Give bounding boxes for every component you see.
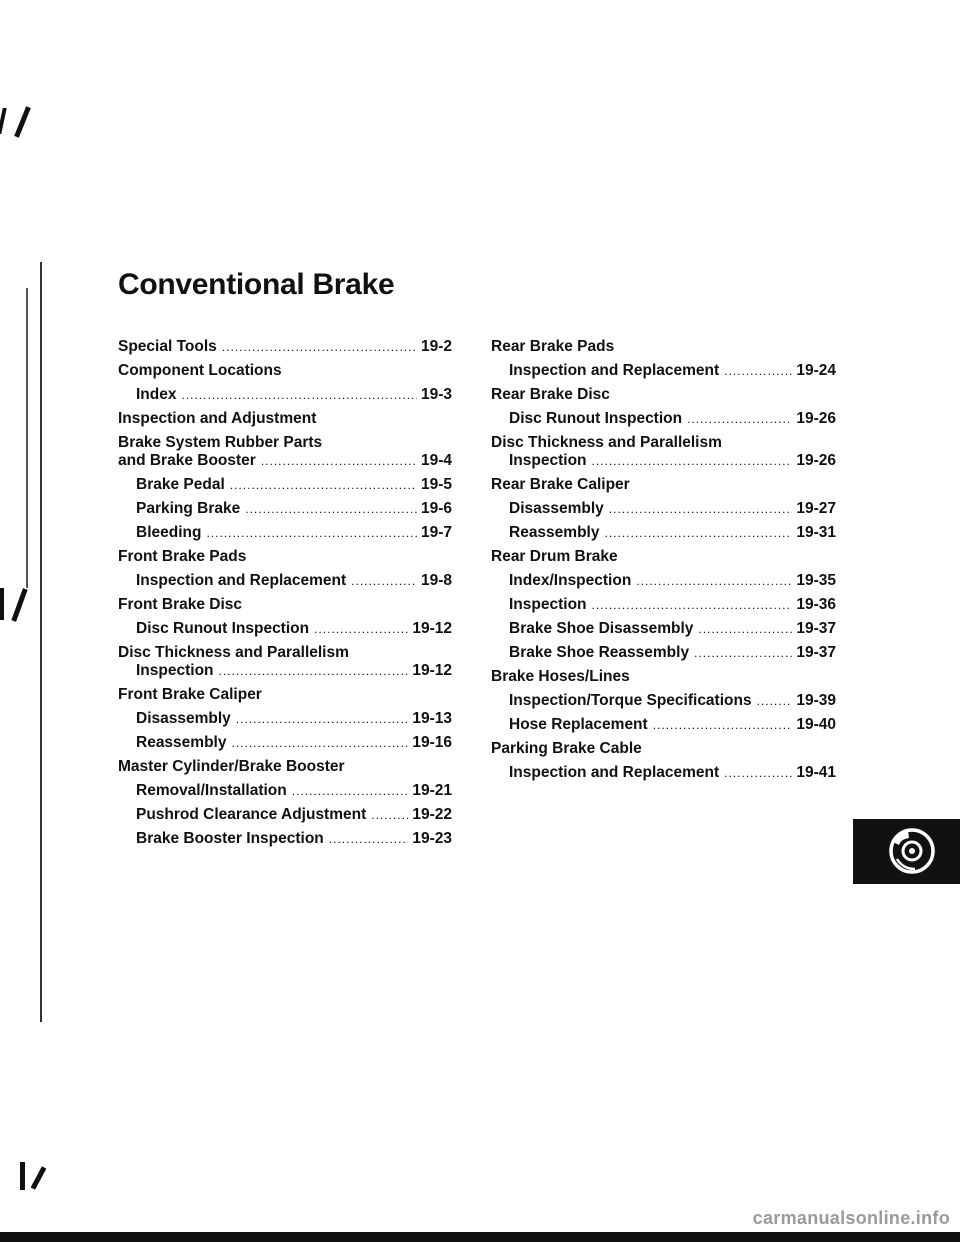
leader-dots xyxy=(653,718,793,732)
toc-heading: Disc Thickness and Parallelism xyxy=(118,644,349,661)
page-title: Conventional Brake xyxy=(118,268,395,301)
toc-page-number: 19-5 xyxy=(420,476,452,493)
leader-dots xyxy=(687,412,792,426)
toc-entry[interactable] xyxy=(136,710,452,728)
toc-heading: Front Brake Pads xyxy=(118,548,247,565)
toc-page-number: 19-41 xyxy=(796,764,836,781)
toc-entry[interactable] xyxy=(136,662,452,680)
toc-entry-label: Hose Replacement xyxy=(509,716,648,733)
toc-entry-label: Disc Runout Inspection xyxy=(136,620,310,637)
toc-entry[interactable] xyxy=(136,806,452,824)
leader-dots xyxy=(636,574,792,588)
toc-entry[interactable] xyxy=(509,524,836,542)
toc-entry[interactable] xyxy=(509,410,836,428)
toc-entry-label: Inspection xyxy=(509,452,587,469)
toc-heading: Brake Hoses/Lines xyxy=(491,668,630,685)
margin-mark-top-slash xyxy=(14,106,31,138)
toc-entry[interactable] xyxy=(136,734,452,752)
toc-entry-label: Disassembly xyxy=(136,710,231,727)
toc-entry-label: Inspection and Replacement xyxy=(509,764,720,781)
toc-entry[interactable] xyxy=(509,362,836,380)
toc-heading: Rear Brake Pads xyxy=(491,338,615,355)
toc-page-number: 19-12 xyxy=(412,662,452,679)
toc-heading: Rear Drum Brake xyxy=(491,548,618,565)
toc-entry-label: Inspection and Replacement xyxy=(136,572,347,589)
leader-dots xyxy=(231,736,408,750)
toc-page-number: 19-13 xyxy=(412,710,452,727)
leader-dots xyxy=(230,478,417,492)
toc-entry[interactable] xyxy=(509,572,836,590)
leader-dots xyxy=(181,388,416,402)
toc-entry[interactable] xyxy=(136,782,452,800)
toc-page-number: 19-3 xyxy=(420,386,452,403)
toc-entry-label: Disc Runout Inspection xyxy=(509,410,683,427)
toc-page-number: 19-16 xyxy=(412,734,452,751)
toc-entry[interactable] xyxy=(509,716,836,734)
footer-bar xyxy=(0,1232,960,1242)
toc-entry[interactable] xyxy=(136,830,452,848)
leader-dots xyxy=(371,808,408,822)
leader-dots xyxy=(261,454,417,468)
toc-page-number: 19-23 xyxy=(412,830,452,847)
toc-entry-label: Removal/Installation xyxy=(136,782,287,799)
toc-entry-label: Brake Shoe Disassembly xyxy=(509,620,694,637)
toc-heading: Brake System Rubber Parts xyxy=(118,434,323,451)
toc-entry-label: Index xyxy=(136,386,177,403)
toc-page-number: 19-36 xyxy=(796,596,836,613)
toc-page-number: 19-37 xyxy=(796,644,836,661)
margin-mark-bottom-slash xyxy=(31,1166,47,1190)
toc-entry[interactable] xyxy=(509,596,836,614)
toc-entry-label: Disassembly xyxy=(509,500,604,517)
section-tab[interactable] xyxy=(853,819,960,884)
toc-page-number: 19-27 xyxy=(796,500,836,517)
toc-entry-label: Inspection/Torque Specifications xyxy=(509,692,752,709)
toc-entry[interactable] xyxy=(136,386,452,404)
toc-entry-label: Bleeding xyxy=(136,524,202,541)
toc-page-number: 19-7 xyxy=(420,524,452,541)
toc-page-number: 19-4 xyxy=(420,452,452,469)
margin-rule-short xyxy=(26,288,28,588)
toc-heading: Rear Brake Disc xyxy=(491,386,610,403)
margin-mark-mid-slash xyxy=(11,588,27,622)
toc-page-number: 19-2 xyxy=(420,338,452,355)
margin-mark-bottom xyxy=(20,1162,25,1190)
leader-dots xyxy=(592,454,793,468)
leader-dots xyxy=(757,694,793,708)
toc-page-number: 19-26 xyxy=(796,452,836,469)
toc-entry[interactable] xyxy=(136,476,452,494)
margin-mark-mid-left xyxy=(0,588,4,620)
toc-page-number: 19-21 xyxy=(412,782,452,799)
toc-heading: Master Cylinder/Brake Booster xyxy=(118,758,345,775)
toc-entry[interactable] xyxy=(136,524,452,542)
toc-entry-label: Brake Shoe Reassembly xyxy=(509,644,690,661)
toc-heading: Inspection and Adjustment xyxy=(118,410,317,427)
toc-heading: Component Locations xyxy=(118,362,282,379)
toc-entry-label: Reassembly xyxy=(509,524,600,541)
leader-dots xyxy=(314,622,408,636)
margin-mark-top xyxy=(0,108,7,134)
toc-entry-label: Pushrod Clearance Adjustment xyxy=(136,806,367,823)
toc-page-number: 19-39 xyxy=(796,692,836,709)
leader-dots xyxy=(206,526,417,540)
toc-heading: Parking Brake Cable xyxy=(491,740,642,757)
leader-dots xyxy=(694,646,792,660)
toc-heading: Front Brake Disc xyxy=(118,596,243,613)
toc-page-number: 19-37 xyxy=(796,620,836,637)
toc-page-number: 19-8 xyxy=(420,572,452,589)
toc-entry-label: Brake Pedal xyxy=(136,476,225,493)
toc-entry-label: Special Tools xyxy=(118,338,217,355)
toc-page-number: 19-35 xyxy=(796,572,836,589)
leader-dots xyxy=(219,664,409,678)
toc-entry[interactable] xyxy=(118,452,452,470)
toc-entry-label: Brake Booster Inspection xyxy=(136,830,324,847)
toc-page-number: 19-40 xyxy=(796,716,836,733)
toc-entry[interactable] xyxy=(136,572,452,590)
toc-page-number: 19-31 xyxy=(796,524,836,541)
toc-page-number: 19-12 xyxy=(412,620,452,637)
toc-entry[interactable] xyxy=(509,764,836,782)
toc-entry[interactable] xyxy=(509,452,836,470)
leader-dots xyxy=(245,502,417,516)
toc-entry[interactable] xyxy=(118,338,452,356)
toc-entry[interactable] xyxy=(509,644,836,662)
toc-entry-label: Inspection and Replacement xyxy=(509,362,720,379)
toc-entry-label: Parking Brake xyxy=(136,500,241,517)
toc-entry[interactable] xyxy=(509,692,836,710)
toc-entry-label: Inspection xyxy=(509,596,587,613)
toc-entry-label: Index/Inspection xyxy=(509,572,632,589)
leader-dots xyxy=(604,526,792,540)
leader-dots xyxy=(609,502,793,516)
leader-dots xyxy=(329,832,409,846)
leader-dots xyxy=(292,784,409,798)
toc-entry-label: Reassembly xyxy=(136,734,227,751)
toc-heading: Front Brake Caliper xyxy=(118,686,262,703)
margin-rule xyxy=(40,262,42,1022)
brake-disc-icon xyxy=(853,819,960,884)
leader-dots xyxy=(724,364,792,378)
leader-dots xyxy=(698,622,792,636)
toc-entry[interactable] xyxy=(509,620,836,638)
toc-page-number: 19-6 xyxy=(420,500,452,517)
leader-dots xyxy=(236,712,409,726)
toc-entry[interactable] xyxy=(509,500,836,518)
watermark: carmanualsonline.info xyxy=(752,1208,950,1228)
toc-entry-label: Inspection xyxy=(136,662,214,679)
toc-heading: Rear Brake Caliper xyxy=(491,476,630,493)
leader-dots xyxy=(724,766,792,780)
toc-entry[interactable] xyxy=(136,620,452,638)
toc-heading: Disc Thickness and Parallelism xyxy=(491,434,722,451)
leader-dots xyxy=(351,574,417,588)
toc-page-number: 19-24 xyxy=(796,362,836,379)
leader-dots xyxy=(222,340,417,354)
toc-entry[interactable] xyxy=(136,500,452,518)
toc-page-number: 19-22 xyxy=(412,806,452,823)
toc-page-number: 19-26 xyxy=(796,410,836,427)
toc-entry-label: and Brake Booster xyxy=(118,452,256,469)
leader-dots xyxy=(592,598,793,612)
